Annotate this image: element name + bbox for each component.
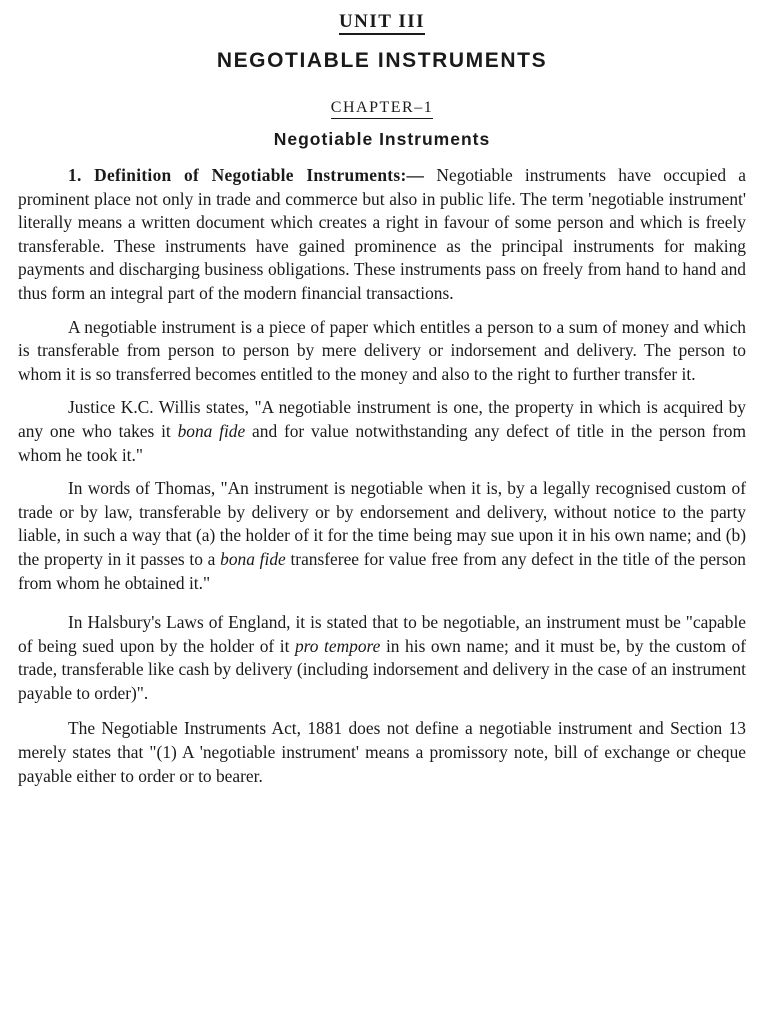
- chapter-heading: CHAPTER–1: [18, 98, 746, 118]
- paragraph-halsbury: [18, 611, 746, 705]
- italic-term: bona fide: [177, 420, 246, 441]
- chapter-title: Negotiable Instruments: [273, 129, 491, 149]
- paragraph-text: The Negotiable Instruments Act, 1881 does not define a negotiable instrument and Section 13 merely states that "(1) A 'negotiable instrument' means a promissory note, bill of exchange or cheque payable either to order or to bearer.: [18, 718, 746, 786]
- italic-term: pro tempore: [294, 635, 381, 656]
- paragraph-text: A negotiable instrument is a piece of paper which entitles a person to a sum of money and which is transferable from person to person by mere delivery or indorsement and delivery. The person to whom it is so transferred becomes entitled to the money and also to the right to further transfer it.: [18, 316, 746, 384]
- paragraph-piece-of-paper: [18, 316, 746, 387]
- paragraph-definition: [18, 164, 746, 306]
- paragraph-text: In Halsbury's Laws of England, it is stated that to be negotiable, an instrument must be "capable of being sued upon by the holder of it: [18, 612, 746, 656]
- paragraph-act-1881: [18, 717, 746, 788]
- paragraph-text: Justice K.C. Willis states, "A negotiable instrument is one, the property in which is acquired by any one who takes it: [18, 397, 746, 441]
- paragraph-text: and for value notwithstanding any defect of title in the person from whom he took it.": [18, 420, 746, 465]
- paragraph-thomas: [18, 477, 746, 595]
- definition-lead: 1. Definition of Negotiable Instruments:—: [68, 165, 425, 185]
- italic-term: bona fide: [220, 548, 286, 569]
- page-title: NEGOTIABLE INSTRUMENTS: [216, 49, 548, 72]
- paragraph-text: in his own name; and it must be, by the custom of trade, transferable like cash by delivery (including indorsement and delivery in the case of an instrument payable to order)".: [18, 635, 747, 703]
- unit-heading: UNIT III: [18, 10, 746, 34]
- paragraph-willis: [18, 396, 746, 467]
- paragraph-text: transferee for value free from any defect in the title of the person from whom he obtained it.": [18, 548, 747, 593]
- paragraph-text: In words of Thomas, "An instrument is negotiable when it is, by a legally recognised custom of trade or by law, transferable by delivery or by endorsement and delivery, without notice to the party liable, in such a way that (a) the holder of it for the time being may sue upon it in his own name; and (b) the property in it passes to a: [18, 478, 746, 569]
- paragraph-text: Negotiable instruments have occupied a prominent place not only in trade and commerce but also in public life. The term 'negotiable instrument' literally means a written document which creates a right in favour of some person and which is freely transferable. These instruments have gained prominence as the principal instruments for making payments and discharging business obligations. These instruments pass on freely from hand to hand and thus form an integral part of the modern financial transactions.: [18, 165, 746, 303]
